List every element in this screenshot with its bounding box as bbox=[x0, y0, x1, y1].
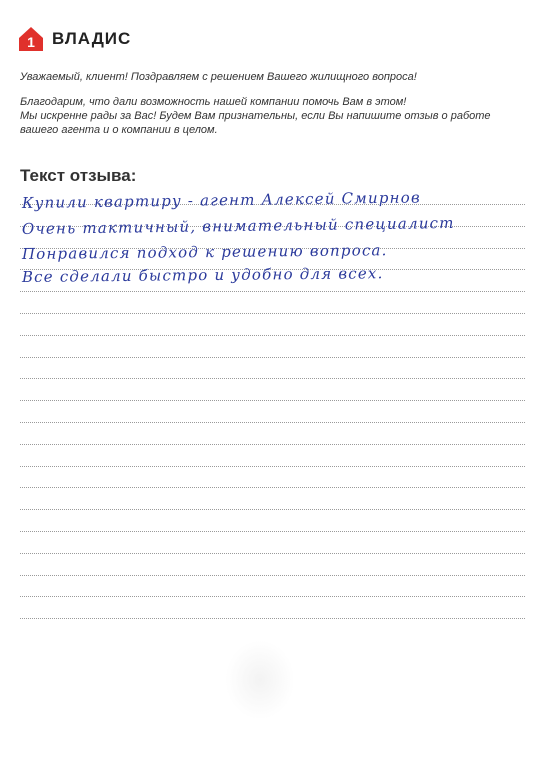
writing-line bbox=[20, 509, 525, 510]
writing-line bbox=[20, 422, 525, 423]
handwritten-line: Очень тактичный, внимательный специалист bbox=[21, 213, 455, 238]
brand-name: ВЛАДИС bbox=[52, 29, 132, 48]
intro-thanks: Благодарим, что дали возможность нашей компании помочь Вам в этом! bbox=[20, 96, 407, 108]
writing-line bbox=[20, 618, 525, 619]
writing-line bbox=[20, 378, 525, 379]
writing-line bbox=[20, 335, 525, 336]
writing-line bbox=[20, 444, 525, 445]
writing-line bbox=[20, 596, 525, 597]
intro-request: Мы искренне рады за Вас! Будем Вам признательны, если Вы напишите отзыв о работе вашего агента и о компании в целом. bbox=[20, 110, 491, 136]
writing-line bbox=[20, 553, 525, 554]
writing-line bbox=[20, 487, 525, 488]
writing-line bbox=[20, 400, 525, 401]
handwritten-line: Понравился подход к решению вопроса. bbox=[21, 241, 388, 263]
review-title: Текст отзыва: bbox=[20, 166, 137, 185]
writing-line bbox=[20, 575, 525, 576]
brand-logo bbox=[18, 26, 131, 52]
house-icon bbox=[18, 26, 44, 52]
writing-line bbox=[20, 531, 525, 532]
handwritten-line: Все сделали быстро и удобно для всех. bbox=[21, 264, 384, 286]
writing-line bbox=[20, 357, 525, 358]
svg-text:1: 1 bbox=[27, 34, 35, 50]
intro-greeting: Уважаемый, клиент! Поздравляем с решением Вашего жилищного вопроса! bbox=[20, 71, 417, 83]
handwritten-line: Купили квартиру - агент Алексей Смирнов bbox=[21, 188, 421, 212]
writing-line bbox=[20, 466, 525, 467]
intro-text bbox=[20, 70, 525, 137]
writing-line bbox=[20, 291, 525, 292]
scan-smudge bbox=[225, 640, 295, 720]
writing-line bbox=[20, 313, 525, 314]
